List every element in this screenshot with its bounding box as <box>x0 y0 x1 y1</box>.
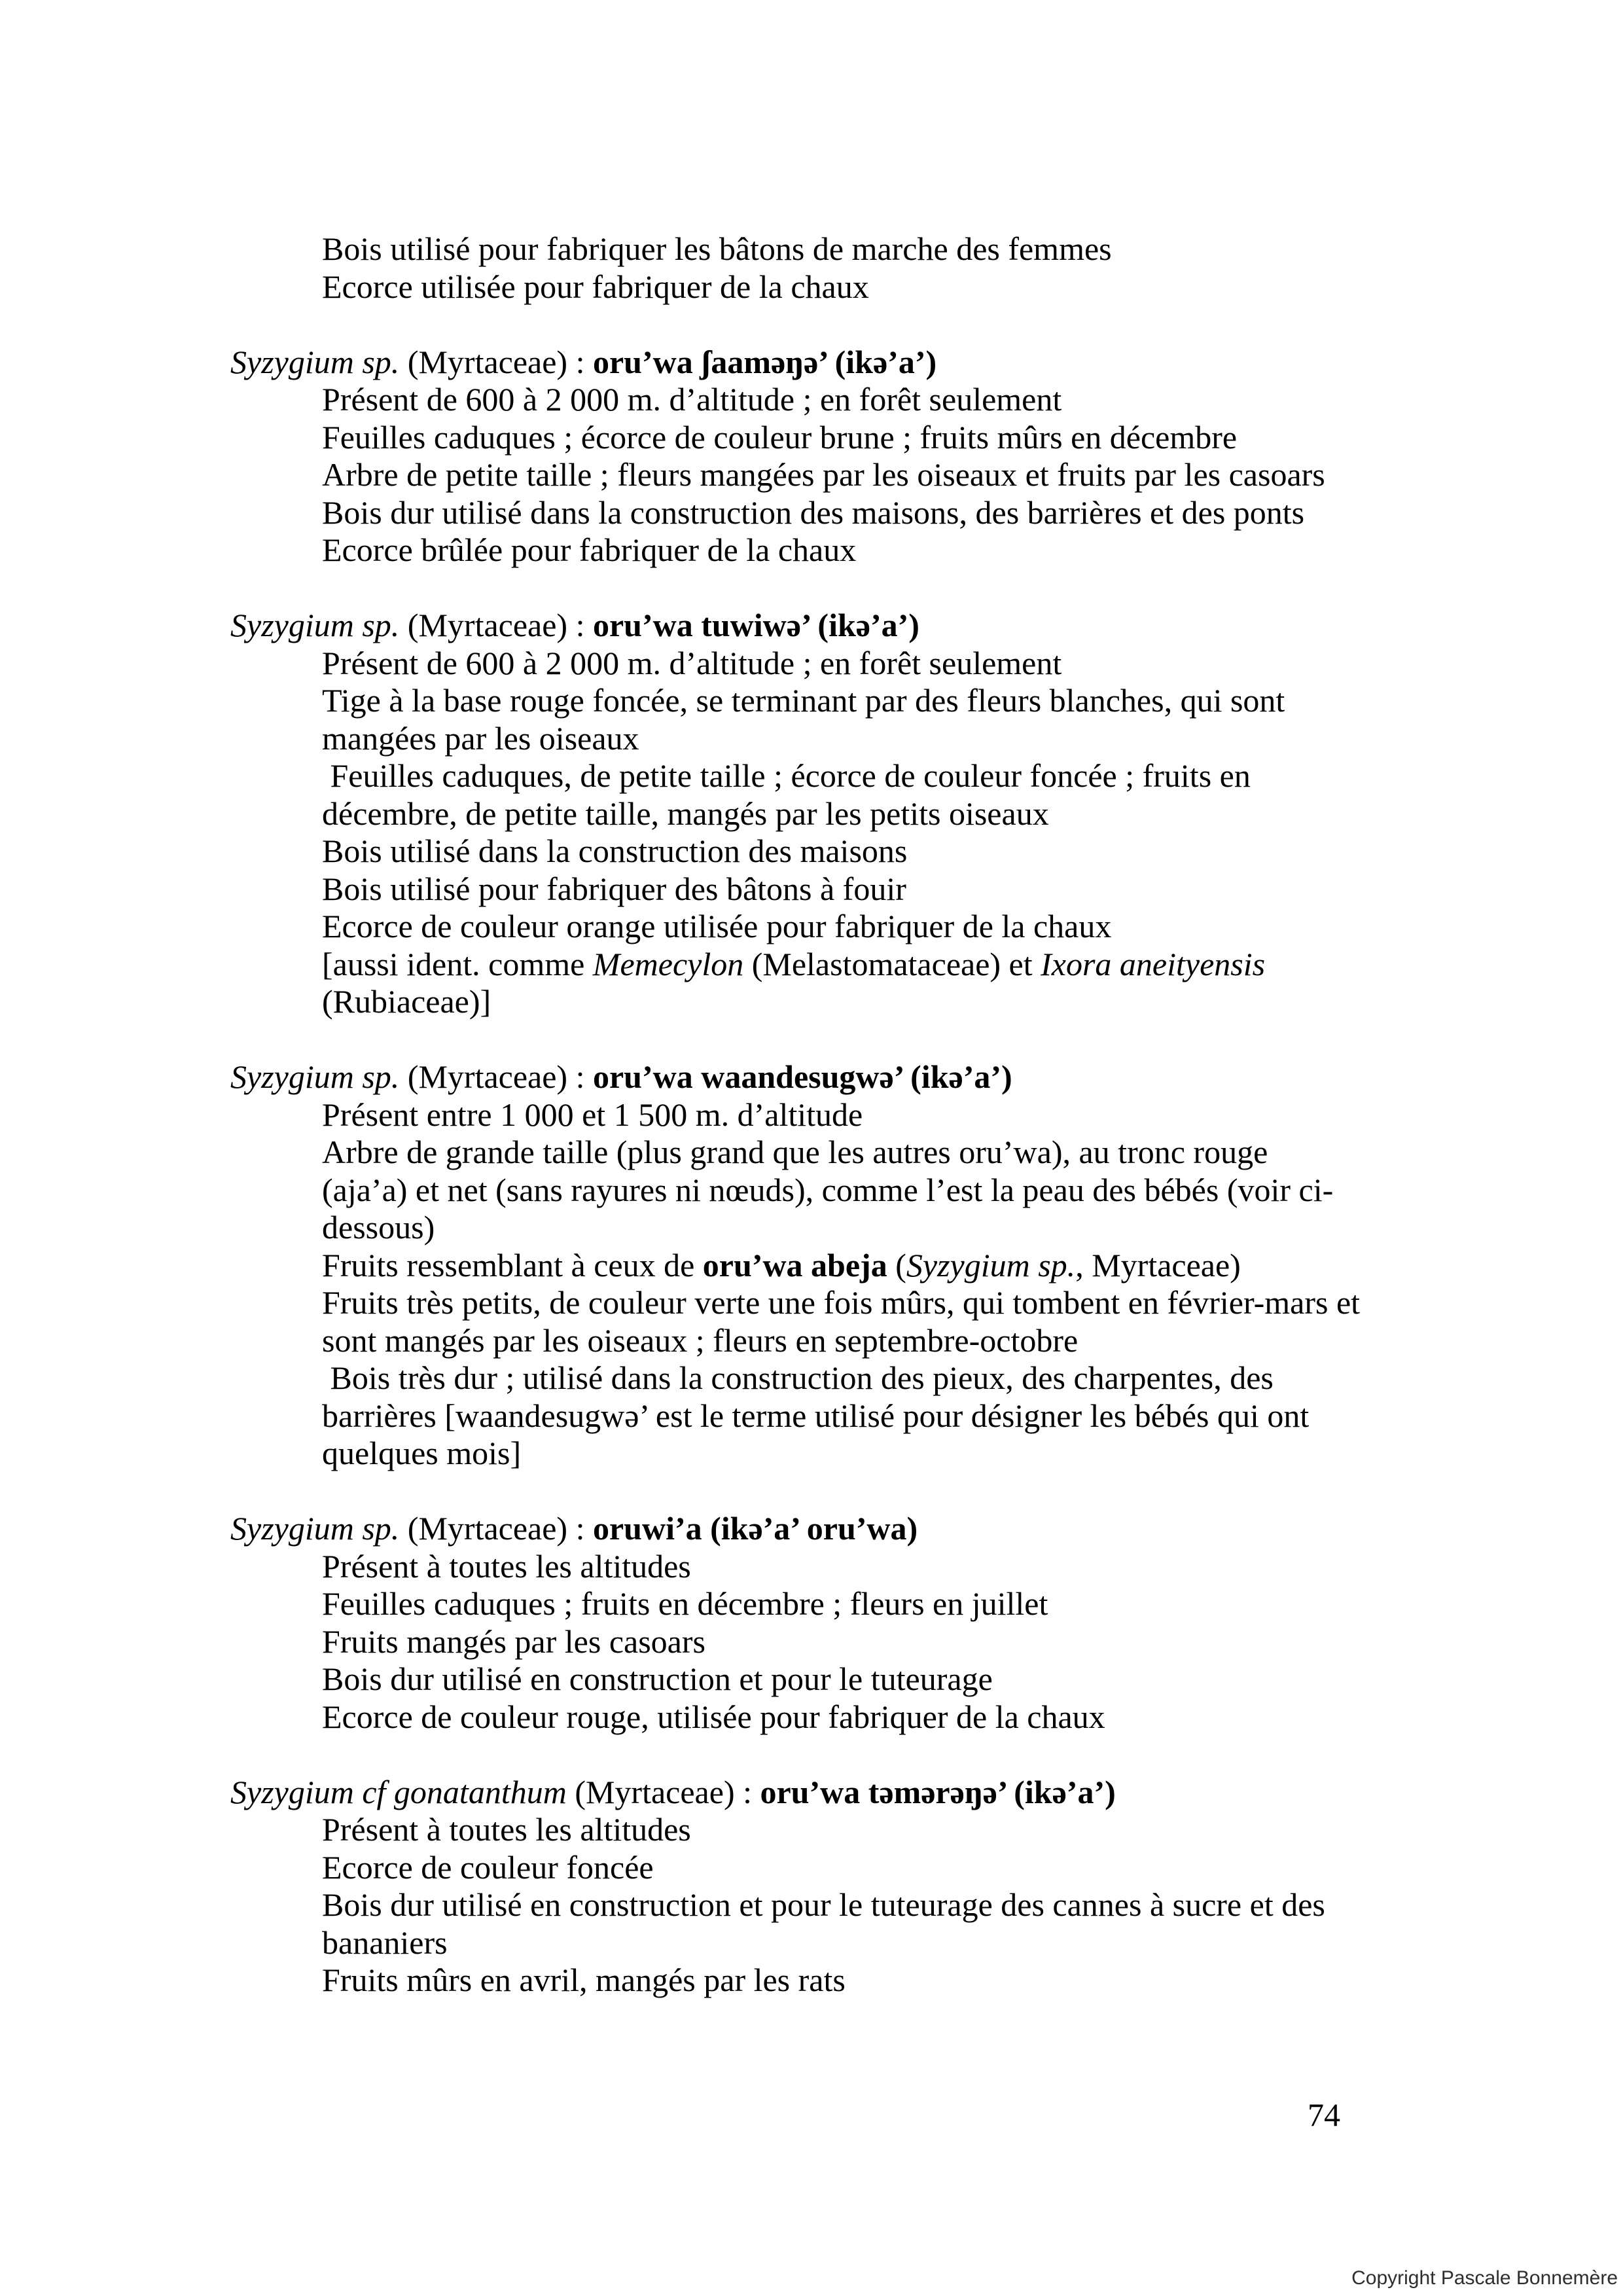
text-segment: (aja’a) et net (sans rayures ni nœuds), comme l’est la peau des bébés (voir ci- <box>322 1171 1334 1208</box>
text-line <box>230 268 1415 306</box>
text-segment: , Myrtaceae) <box>1075 1246 1241 1283</box>
text-segment: Bois utilisé dans la construction des maisons <box>322 833 908 869</box>
text-line <box>230 1849 1415 1887</box>
text-segment: Ecorce de couleur rouge, utilisée pour fabriquer de la chaux <box>322 1698 1105 1735</box>
text-segment: (Myrtaceae) : <box>399 1058 593 1095</box>
text-segment: barrières [waandesugwə’ est le terme utilisé pour désigner les bébés qui ont <box>322 1397 1310 1434</box>
text-segment: dessous) <box>322 1209 435 1246</box>
text-segment: Ecorce de couleur orange utilisée pour fabriquer de la chaux <box>322 908 1112 944</box>
text-segment: oru’wa təmərəŋə’ (ikə’a’) <box>760 1773 1116 1810</box>
text-line <box>230 1359 1415 1397</box>
species-entry <box>230 1774 1415 2000</box>
text-segment: Bois utilisé pour fabriquer des bâtons à fouir <box>322 870 906 907</box>
text-segment: Fruits ressemblant à ceux de <box>322 1246 703 1283</box>
text-line <box>230 870 1415 908</box>
text-line <box>230 1247 1415 1285</box>
text-line <box>230 456 1415 494</box>
text-segment: Présent de 600 à 2 000 m. d’altitude ; en forêt seulement <box>322 381 1062 418</box>
text-line <box>230 1435 1415 1473</box>
text-segment: oru’wa ʃaaməŋə’ (ikə’a’) <box>592 343 937 380</box>
text-segment: Fruits mangés par les casoars <box>322 1623 705 1660</box>
text-segment: Bois dur utilisé en construction et pour le tuteurage des cannes à sucre et des <box>322 1886 1325 1923</box>
text-line <box>230 1172 1415 1210</box>
text-segment: Syzygium sp. <box>230 1510 400 1547</box>
text-segment: Présent à toutes les altitudes <box>322 1547 691 1585</box>
text-segment: Présent de 600 à 2 000 m. d’altitude ; en forêt seulement <box>322 644 1062 681</box>
text-segment: Tige à la base rouge foncée, se terminant par des fleurs blanches, qui sont <box>322 682 1285 719</box>
text-segment: (Melastomataceae) et <box>743 945 1041 982</box>
text-line <box>230 230 1415 268</box>
text-segment: quelques mois] <box>322 1435 522 1471</box>
text-segment: ( <box>887 1246 906 1283</box>
text-segment: Présent à toutes les altitudes <box>322 1811 691 1848</box>
text-line <box>230 682 1415 720</box>
text-segment: Syzygium sp. <box>230 607 400 643</box>
page-number: 74 <box>1308 2096 1340 2133</box>
text-segment: Feuilles caduques ; fruits en décembre ; fleurs en juillet <box>322 1585 1048 1622</box>
text-line <box>230 381 1415 419</box>
text-line <box>230 1585 1415 1623</box>
text-line <box>230 983 1415 1021</box>
entry-heading <box>230 607 1415 645</box>
text-line <box>230 1096 1415 1134</box>
text-segment: Présent entre 1 000 et 1 500 m. d’altitude <box>322 1096 863 1133</box>
text-line <box>230 1548 1415 1586</box>
text-line <box>230 645 1415 683</box>
text-segment: (Rubiaceae)] <box>322 983 491 1020</box>
text-line <box>230 1962 1415 2000</box>
species-entry <box>230 607 1415 1021</box>
copyright-watermark: Copyright Pascale Bonnemère <box>1351 2267 1618 2289</box>
text-line <box>230 1660 1415 1698</box>
entry-heading <box>230 1774 1415 1812</box>
text-segment: Syzygium sp. <box>230 343 400 380</box>
text-segment: Bois dur utilisé dans la construction des maisons, des barrières et des ponts <box>322 493 1305 531</box>
text-line <box>230 494 1415 532</box>
text-segment: Arbre de petite taille ; fleurs mangées par les oiseaux et fruits par les casoars <box>322 456 1325 493</box>
text-segment: Syzygium cf gonatanthum <box>230 1773 567 1810</box>
text-segment: Ecorce brûlée pour fabriquer de la chaux <box>322 531 857 568</box>
entry-heading <box>230 1510 1415 1548</box>
text-line <box>230 946 1415 984</box>
text-segment: oru’wa abeja <box>702 1246 887 1283</box>
text-segment: Fruits très petits, de couleur verte une fois mûrs, qui tombent en février-mars et <box>322 1284 1361 1321</box>
text-segment: Arbre de grande taille (plus grand que les autres oru’wa), au tronc rouge <box>322 1134 1268 1170</box>
text-line <box>230 1134 1415 1172</box>
text-line <box>230 1397 1415 1435</box>
text-segment: Memecylon <box>592 945 744 982</box>
text-segment: Bois utilisé pour fabriquer les bâtons de marche des femmes <box>322 230 1112 267</box>
text-line <box>230 720 1415 758</box>
text-line <box>230 531 1415 569</box>
text-line <box>230 1924 1415 1962</box>
text-line <box>230 1322 1415 1360</box>
entry-heading <box>230 344 1415 382</box>
text-segment: sont mangés par les oiseaux ; fleurs en septembre-octobre <box>322 1321 1079 1359</box>
text-line <box>230 419 1415 457</box>
text-segment: Bois dur utilisé en construction et pour le tuteurage <box>322 1660 993 1697</box>
text-segment: Syzygium sp. <box>230 1058 400 1095</box>
text-line <box>230 1698 1415 1736</box>
text-segment: Ecorce utilisée pour fabriquer de la chaux <box>322 268 869 305</box>
text-line <box>230 1284 1415 1322</box>
entry-heading <box>230 1058 1415 1096</box>
text-segment: Feuilles caduques, de petite taille ; écorce de couleur foncée ; fruits en <box>322 757 1251 794</box>
text-segment: Fruits mûrs en avril, mangés par les rats <box>322 1962 846 1998</box>
text-segment: [aussi ident. comme <box>322 945 593 982</box>
text-segment: (Myrtaceae) : <box>566 1773 760 1810</box>
text-segment: Ecorce de couleur foncée <box>322 1848 654 1886</box>
text-segment: Ixora aneityensis <box>1041 945 1266 982</box>
page-content <box>230 230 1415 2000</box>
text-line <box>230 908 1415 946</box>
text-line <box>230 1886 1415 1924</box>
species-entry <box>230 1510 1415 1736</box>
text-segment: oru’wa waandesugwə’ (ikə’a’) <box>592 1058 1012 1095</box>
text-line <box>230 1623 1415 1661</box>
text-line <box>230 757 1415 795</box>
text-segment: (Myrtaceae) : <box>399 343 593 380</box>
species-entry <box>230 1058 1415 1473</box>
text-segment: (Myrtaceae) : <box>399 607 593 643</box>
text-segment: mangées par les oiseaux <box>322 719 639 757</box>
text-line <box>230 833 1415 870</box>
text-segment: oru’wa tuwiwə’ (ikə’a’) <box>592 607 919 643</box>
text-segment: Bois très dur ; utilisé dans la construction des pieux, des charpentes, des <box>322 1359 1274 1396</box>
text-segment: Syzygium sp. <box>906 1246 1076 1283</box>
text-segment: bananiers <box>322 1924 448 1961</box>
text-segment: oruwi’a (ikə’a’ oru’wa) <box>592 1510 918 1547</box>
intro-paragraph <box>230 230 1415 306</box>
species-entry <box>230 344 1415 569</box>
text-line <box>230 1811 1415 1849</box>
text-segment: décembre, de petite taille, mangés par les petits oiseaux <box>322 795 1049 832</box>
text-line <box>230 795 1415 833</box>
text-segment: (Myrtaceae) : <box>399 1510 593 1547</box>
text-line <box>230 1209 1415 1247</box>
text-segment: Feuilles caduques ; écorce de couleur brune ; fruits mûrs en décembre <box>322 418 1238 456</box>
